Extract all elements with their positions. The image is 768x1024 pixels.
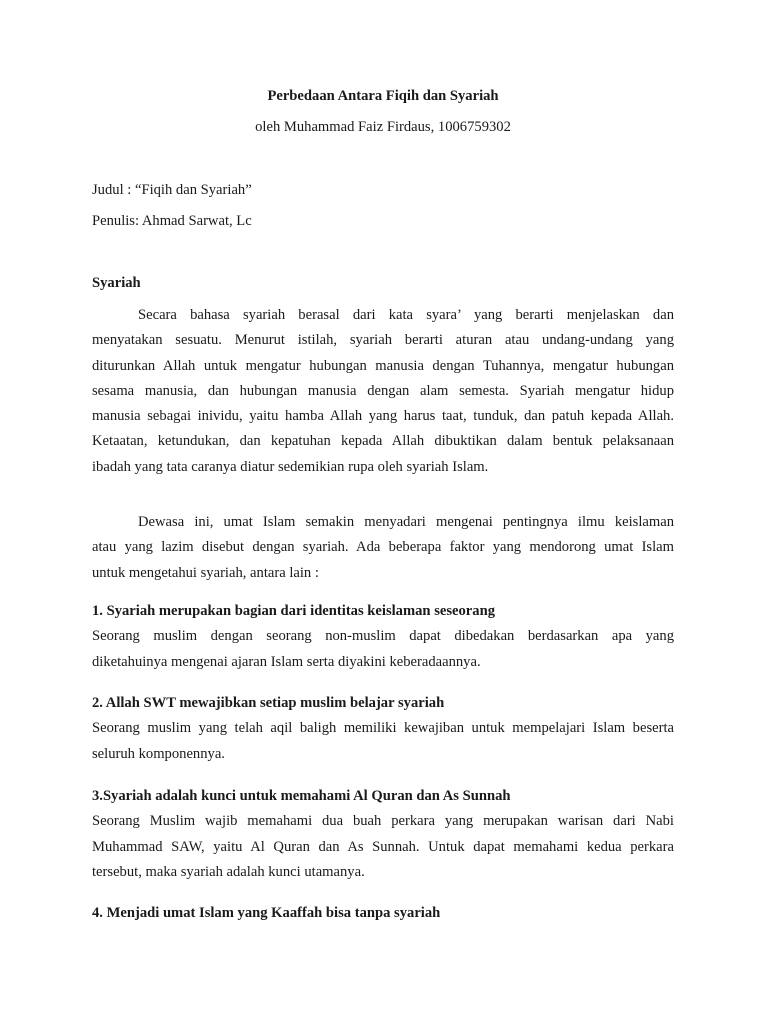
text-line: Seorang Muslim wajib memahami dua buah perkara yang merupakan warisan dari Nabi bbox=[92, 813, 674, 830]
point-heading: 3.Syariah adalah kunci untuk memahami Al Quran dan As Sunnah bbox=[92, 788, 511, 804]
penulis-line: Penulis: Ahmad Sarwat, Lc bbox=[92, 213, 252, 229]
text-line: ibadah yang tata caranya diatur sedemikian rupa oleh syariah Islam. bbox=[92, 458, 489, 475]
text-line: Seorang muslim yang telah aqil baligh memiliki kewajiban untuk mempelajari Islam beserta bbox=[92, 720, 674, 737]
section-heading: Syariah bbox=[92, 275, 141, 291]
point-2 bbox=[92, 691, 674, 767]
text-line: menyatakan sesuatu. Menurut istilah, syariah berarti aturan atau undang-undang yang bbox=[92, 332, 674, 349]
text-line: diturunkan Allah untuk mengatur hubungan manusia dengan Tuhannya, mengatur hubungan bbox=[92, 357, 674, 374]
paragraph-1 bbox=[92, 303, 674, 480]
point-heading: 1. Syariah merupakan bagian dari identitas keislaman seseorang bbox=[92, 603, 495, 619]
document-title: Perbedaan Antara Fiqih dan Syariah bbox=[267, 88, 499, 104]
text-line: untuk mengetahui syariah, antara lain : bbox=[92, 564, 319, 581]
point-heading: 4. Menjadi umat Islam yang Kaaffah bisa tanpa syariah bbox=[92, 905, 441, 921]
text-line: Secara bahasa syariah berasal dari kata syara’ yang berarti menjelaskan dan bbox=[138, 307, 674, 323]
judul-line: Judul : “Fiqih dan Syariah” bbox=[92, 182, 252, 198]
point-1 bbox=[92, 599, 674, 675]
text-line: tersebut, maka syariah adalah kunci utamanya. bbox=[92, 863, 365, 880]
author-line: oleh Muhammad Faiz Firdaus, 1006759302 bbox=[255, 119, 511, 135]
text-line: Dewasa ini, umat Islam semakin menyadari mengenai pentingnya ilmu keislaman bbox=[138, 514, 674, 530]
text-line: Ketaatan, ketundukan, dan kepatuhan kepada Allah dibuktikan dalam bentuk pelaksanaan bbox=[92, 433, 674, 450]
paragraph-2 bbox=[92, 510, 674, 586]
point-heading: 2. Allah SWT mewajibkan setiap muslim belajar syariah bbox=[92, 695, 445, 711]
text-line: sesama manusia, dan hubungan manusia dengan alam semesta. Syariah mengatur hidup bbox=[92, 382, 674, 399]
point-3 bbox=[92, 784, 674, 885]
point-4 bbox=[92, 901, 674, 926]
text-line: manusia sebagai inividu, yaitu hamba Allah yang harus taat, tunduk, dan patuh kepada Allah. bbox=[92, 408, 674, 425]
text-line: Muhammad SAW, yaitu Al Quran dan As Sunnah. Untuk dapat memahami kedua perkara bbox=[92, 838, 674, 855]
text-line: atau yang lazim disebut dengan syariah. Ada beberapa faktor yang mendorong umat Islam bbox=[92, 539, 674, 556]
text-line: seluruh komponennya. bbox=[92, 745, 225, 762]
text-line: Seorang muslim dengan seorang non-muslim dapat dibedakan berdasarkan apa yang bbox=[92, 628, 674, 645]
text-line: diketahuinya mengenai ajaran Islam serta diyakini keberadaannya. bbox=[92, 653, 481, 670]
